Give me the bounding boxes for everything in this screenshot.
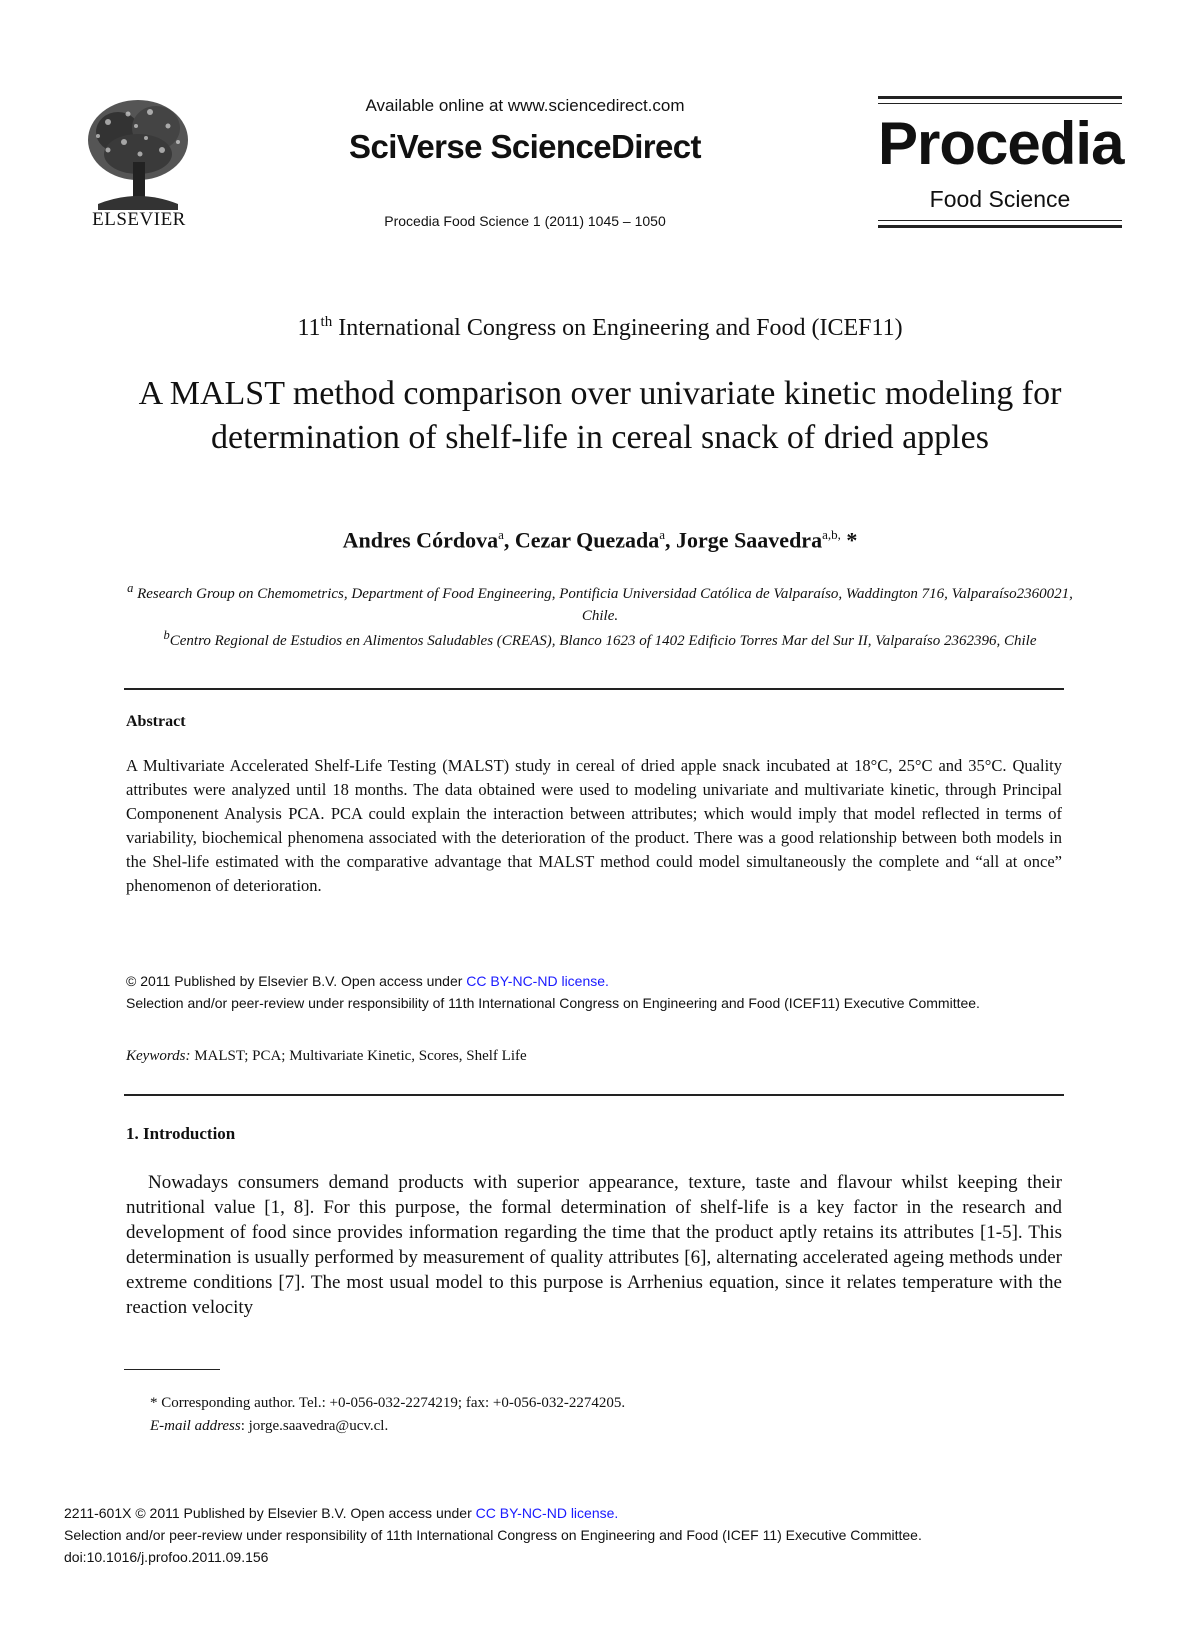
section-divider-bottom <box>124 1094 1064 1096</box>
congress-ordinal: th <box>320 314 333 330</box>
page-footer <box>64 1502 1164 1568</box>
introduction-paragraph: Nowadays consumers demand products with superior appearance, texture, taste and flavour whilst keeping their nutritional value [1, 8]. For this purpose, the formal determination of shelf-life is a key factor in the research and development of food since provides information regarding the time that the product aptly retains its attributes [1-5]. This determination is usually performed by measurement of quality attributes [6], alternating accelerated ageing methods under extreme conditions [7]. The most usual model to this purpose is Arrhenius equation, since it relates temperature with the reaction velocity <box>126 1172 1062 1318</box>
doi[interactable]: doi:10.1016/j.profoo.2011.09.156 <box>64 1549 269 1565</box>
copyright-block <box>126 970 1062 1014</box>
author-name: Jorge Saavedra <box>676 527 823 553</box>
logo-rule-top-1 <box>878 96 1122 99</box>
introduction-heading: 1. Introduction <box>126 1124 236 1143</box>
email-label: E-mail address <box>150 1418 241 1434</box>
congress-name: International Congress on Engineering and Food (ICEF11) <box>332 315 903 341</box>
corresponding-author-note: * Corresponding author. Tel.: +0-056-032-2274219; fax: +0-056-032-2274205. <box>150 1395 626 1411</box>
author-separator: , <box>503 527 515 553</box>
journal-subtitle: Food Science <box>929 186 1071 212</box>
section-divider-top <box>124 688 1064 690</box>
footer-peer-review: Selection and/or peer-review under responsibility of 11th International Congress on Engineering and Food (ICEF 11) Executive Committee. <box>64 1527 922 1543</box>
author-affiliation-mark: a <box>498 527 504 542</box>
abstract-text: A Multivariate Accelerated Shelf-Life Testing (MALST) study in cereal of dried apple snack incubated at 18°C, 25°C and 35°C. Quality attributes were analyzed until 18 months. The data obtained were used to modeling univariate and multivariate kinetic, through Principal Componenent Analysis PCA. PCA could explain the interaction between attributes; which would imply that model reflected in terms of variability, biochemical phenomena associated with the deterioration of the product. There was a good relationship between both models in the Shel-life estimated with the comparative advantage that MALST method could model simultaneously the complete and “all at once” phenomenon of deterioration. <box>126 756 1062 895</box>
logo-rule-top-2 <box>878 103 1122 104</box>
congress-line <box>120 314 1080 342</box>
keywords-list: MALST; PCA; Multivariate Kinetic, Scores, Shelf Life <box>190 1048 527 1064</box>
footnote-rule <box>124 1369 220 1370</box>
copyright-line <box>126 970 1062 992</box>
author-affiliation-mark: a <box>659 527 666 542</box>
footnote <box>150 1392 1050 1438</box>
email-address[interactable]: : jorge.saavedra@ucv.cl. <box>240 1418 389 1434</box>
paper-title: A MALST method comparison over univariate kinetic modeling for determination of shelf-life in cereal snack of dried apples <box>138 375 1062 456</box>
copyright-text: © 2011 Published by Elsevier B.V. Open access under <box>126 973 467 989</box>
license-link[interactable]: CC BY-NC-ND license. <box>466 973 609 989</box>
issn-text: 2211-601X © 2011 Published by Elsevier B.V. Open access under <box>64 1505 476 1521</box>
introduction-text <box>126 1170 1062 1320</box>
affiliation-a <box>120 577 1080 627</box>
author-list <box>120 527 1080 553</box>
logo-rule-bottom-1 <box>878 220 1122 221</box>
affiliation-text: Research Group on Chemometrics, Department of Food Engineering, Pontificia Universidad Católica de Valparaíso, Waddington 716, Valparaíso2360021, Chile. <box>133 586 1073 624</box>
affiliation-text: Centro Regional de Estudios en Alimentos Saludables (CREAS), Blanco 1623 of 1402 Edificio Torres Mar del Sur II, Valparaíso 2362396, Chile <box>169 633 1037 649</box>
email-line <box>150 1415 1050 1438</box>
peer-review-note: Selection and/or peer-review under responsibility of 11th International Congress on Engineering and Food (ICEF11) Executive Committee. <box>126 995 980 1011</box>
author-affiliation-mark: a,b, <box>822 527 841 542</box>
keywords-label: Keywords: <box>126 1048 191 1064</box>
abstract-heading: Abstract <box>126 713 186 730</box>
author-separator: , <box>665 527 677 553</box>
affiliation-b <box>120 624 1080 652</box>
author-name: Cezar Quezada <box>514 527 660 553</box>
journal-title: Procedia <box>878 110 1124 177</box>
available-online-link[interactable]: Available online at www.sciencedirect.com <box>365 96 685 115</box>
publisher-name: ELSEVIER <box>92 209 186 230</box>
logo-rule-bottom-2 <box>878 225 1122 228</box>
brand-logo-text: SciVerse ScienceDirect <box>349 128 701 165</box>
keywords-line <box>126 1048 1062 1065</box>
journal-citation: Procedia Food Science 1 (2011) 1045 – 1050 <box>384 213 666 229</box>
affiliation-mark: b <box>163 628 170 642</box>
congress-number: 11 <box>297 315 321 341</box>
footer-license-link[interactable]: CC BY-NC-ND license. <box>475 1505 619 1521</box>
affiliation-mark: a <box>127 581 134 595</box>
issn-line <box>64 1502 1164 1524</box>
author-name: Andres Córdova <box>342 527 499 553</box>
corresponding-marker: * <box>840 527 858 553</box>
